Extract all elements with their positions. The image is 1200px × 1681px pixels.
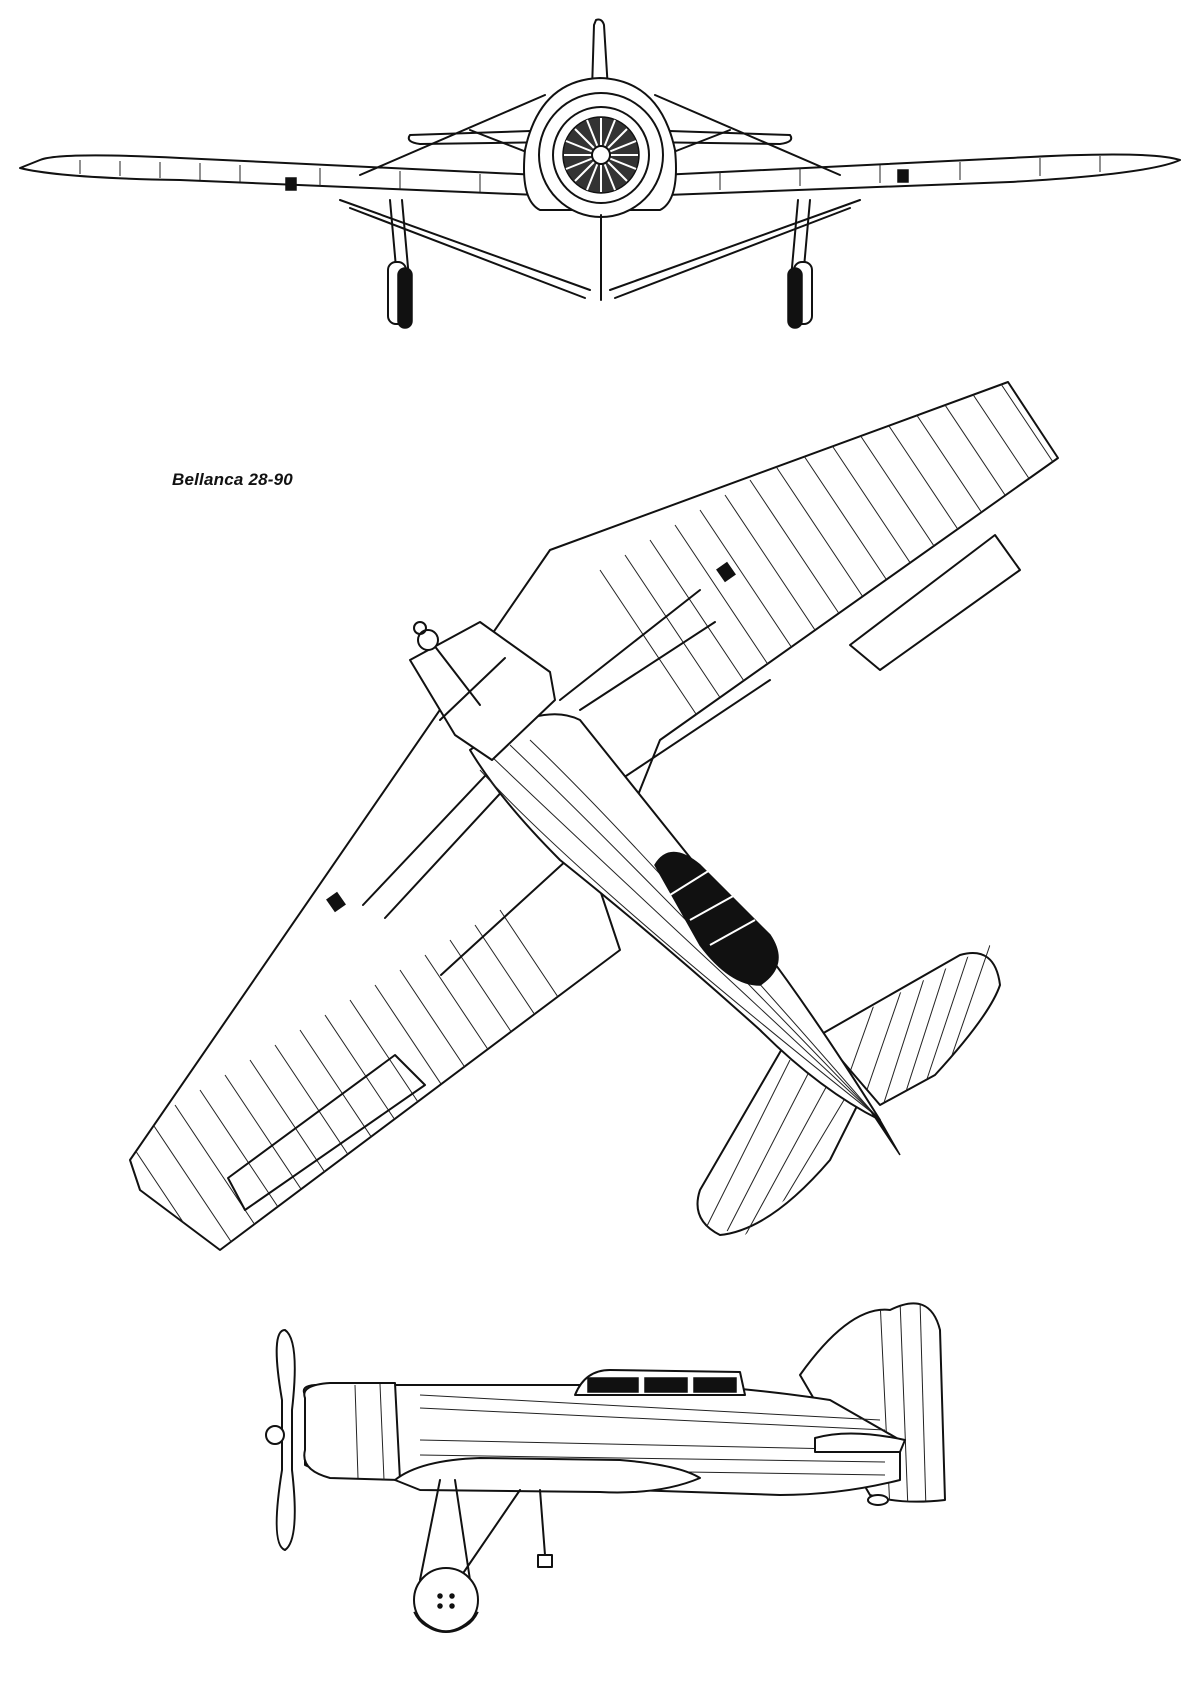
front-view-upper-wing-right <box>640 154 1180 196</box>
side-view-cowling <box>304 1383 400 1480</box>
side-view-wing-root <box>395 1458 700 1492</box>
side-view-tailwheel <box>868 1495 888 1505</box>
radial-engine-icon <box>563 117 639 193</box>
front-view-wing-marking-right <box>898 170 908 182</box>
side-view-spinner-icon <box>266 1426 284 1444</box>
side-view <box>266 1300 945 1632</box>
front-view-wing-marking-left <box>286 178 296 190</box>
plan-view-tail-cone <box>870 1110 900 1155</box>
plan-view-propeller-hub-icon <box>414 622 438 650</box>
side-view-tailwheel-mount <box>538 1555 552 1567</box>
front-view <box>20 20 1180 328</box>
drawing-caption: Bellanca 28-90 <box>172 470 293 489</box>
front-view-landing-gear <box>390 200 810 300</box>
